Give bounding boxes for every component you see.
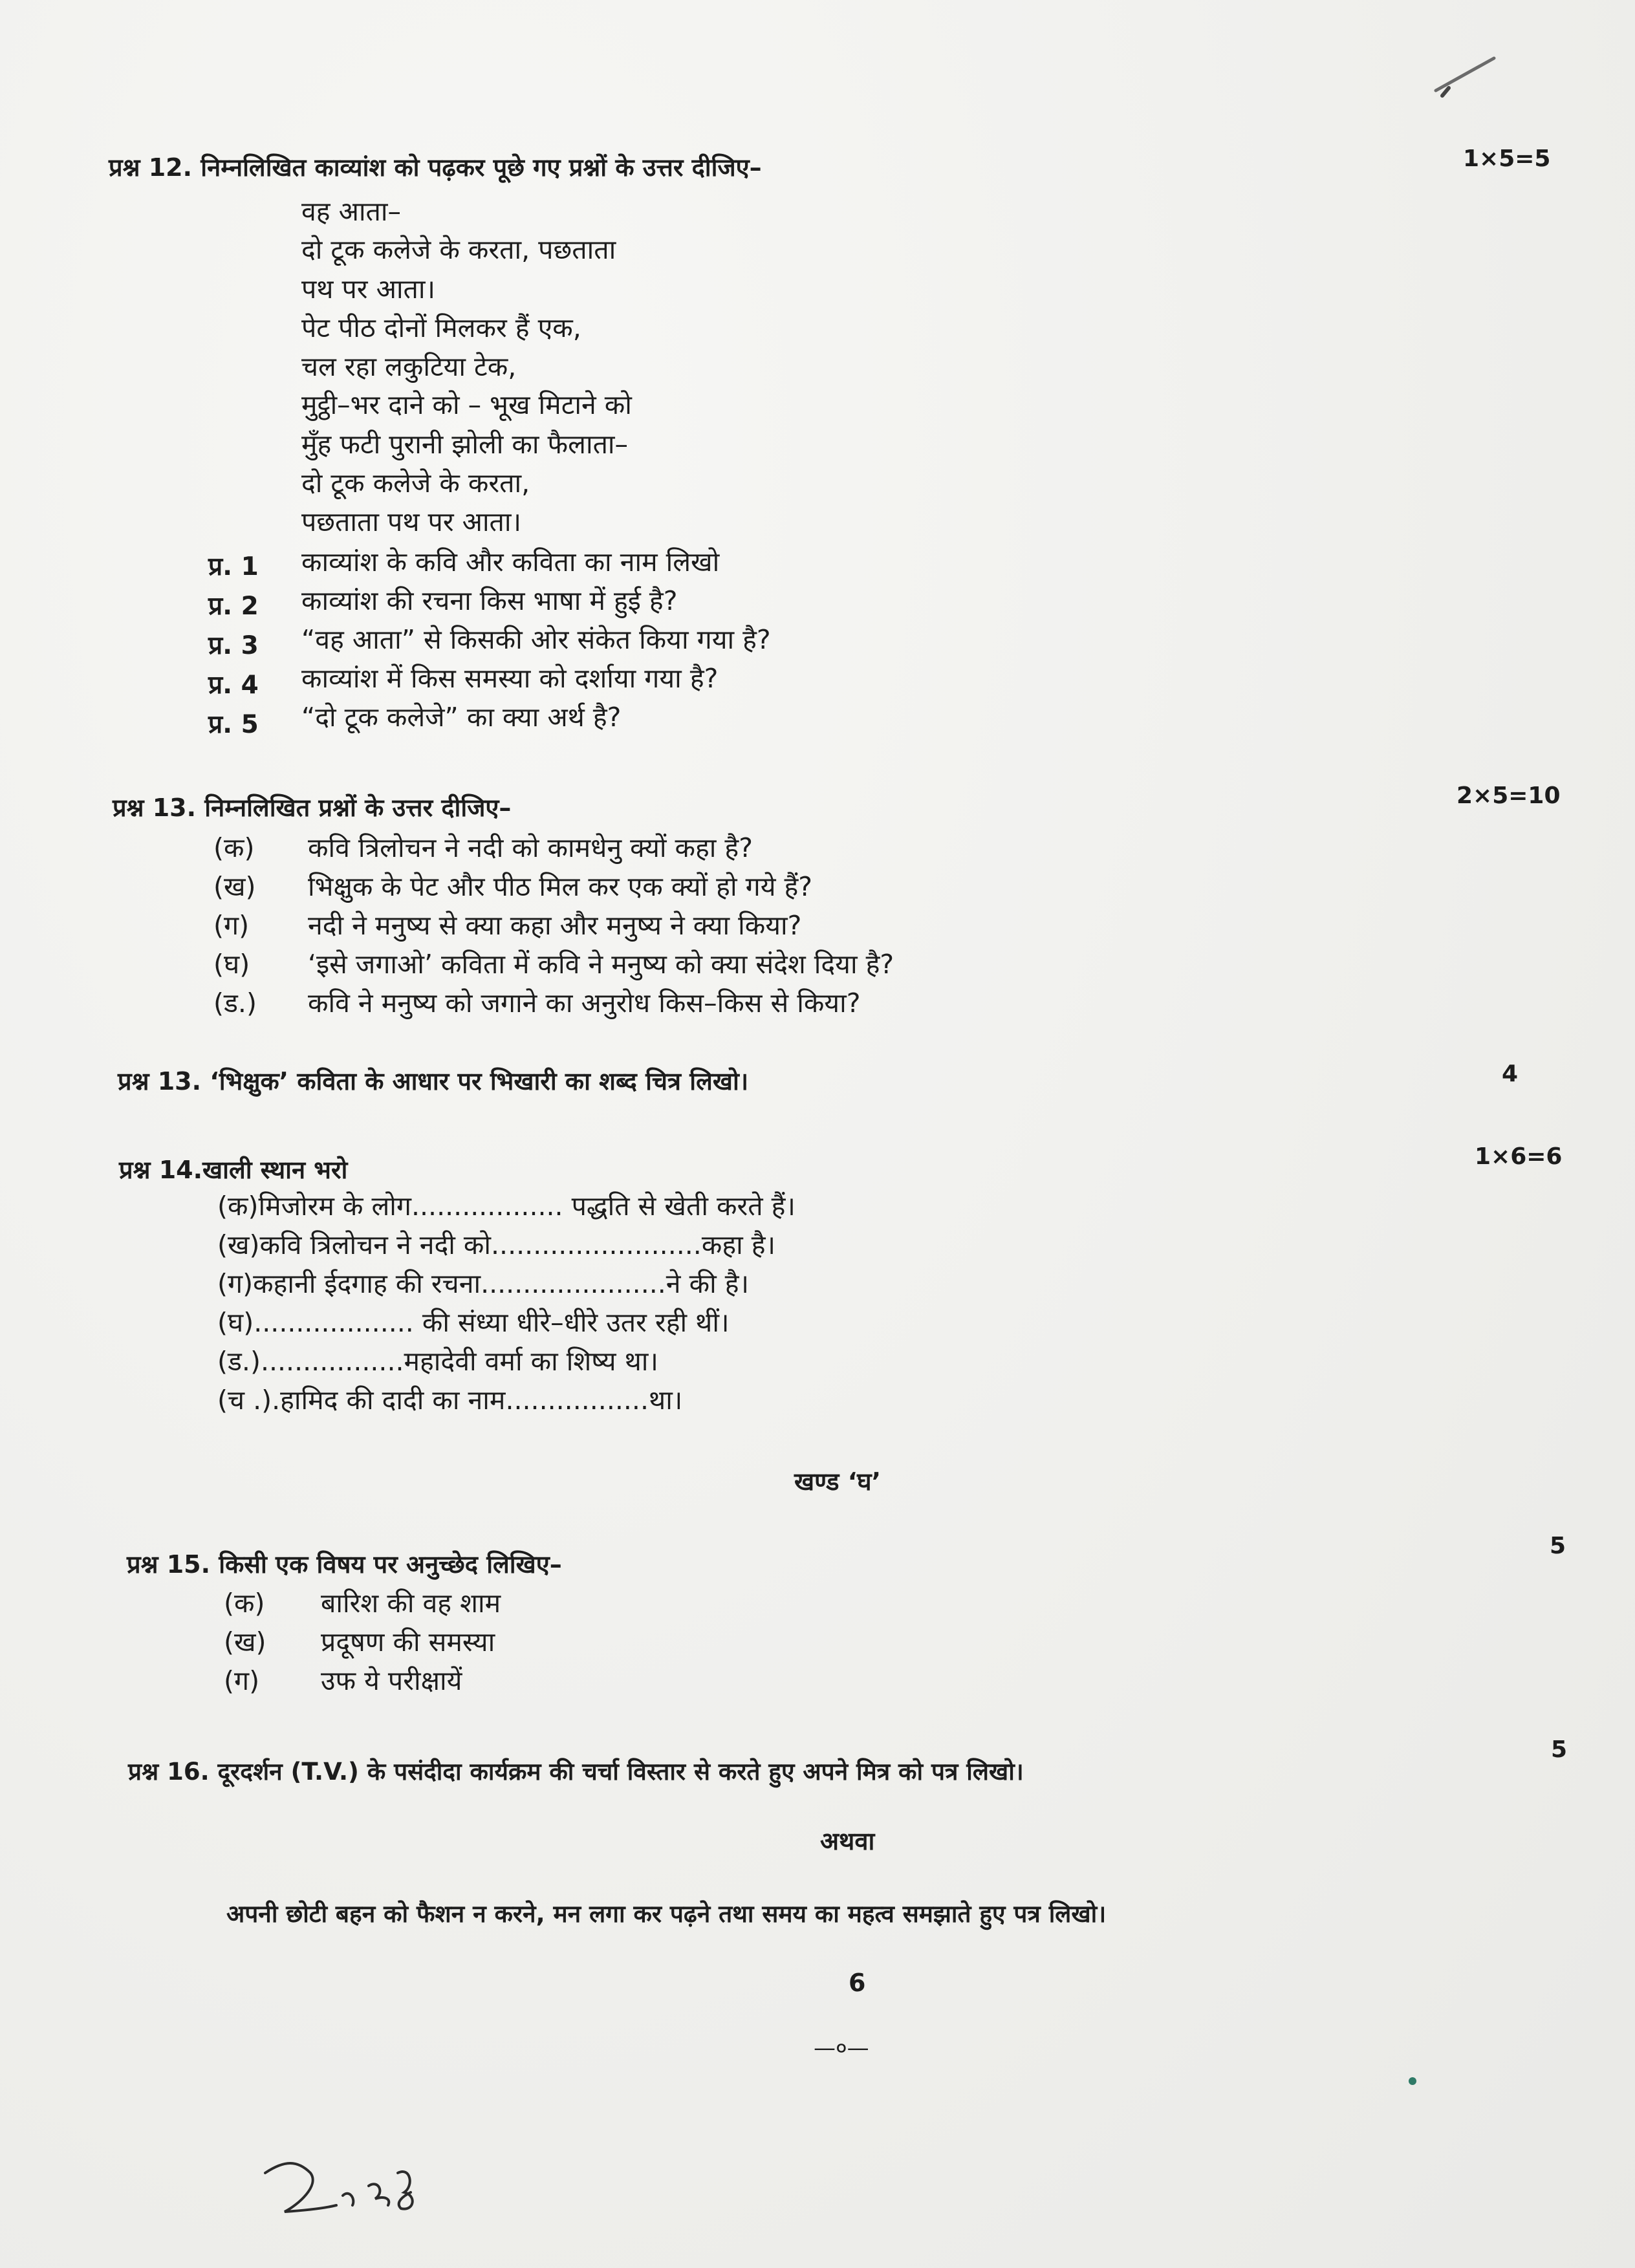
poem-line: पछताता पथ पर आता। <box>301 506 522 537</box>
q13-item-label: (ड.) <box>213 988 257 1019</box>
q13-heading: प्रश्न 13. निम्नलिखित प्रश्नों के उत्तर दीजिए– <box>113 794 512 822</box>
q13-marks: 2×5=10 <box>1456 783 1561 809</box>
poem-line: मुँह फटी पुरानी झोली का फैलाता– <box>301 429 629 460</box>
q16-heading: प्रश्न 16. दूरदर्शन (T.V.) के पसंदीदा कार्यक्रम की चर्चा विस्तार से करते हुए अपने मित्र को पत्र लिखो। <box>128 1758 1024 1786</box>
q12-sub-question: काव्यांश के कवि और कविता का नाम लिखो <box>301 546 720 578</box>
q12-sub-label: प्र. 2 <box>208 592 259 621</box>
handwritten-scribble <box>259 2134 466 2231</box>
poem-line: चल रहा लकुटिया टेक, <box>301 351 517 382</box>
fill-blank-item: (ख)कवि त्रिलोचन ने नदी को.........................कहा है। <box>217 1229 776 1260</box>
q13-item-text: कवि त्रिलोचन ने नदी को कामधेनु क्यों कहा है? <box>308 832 753 863</box>
or-label: अथवा <box>820 1827 875 1855</box>
corner-mark <box>1423 45 1507 103</box>
ink-dot <box>1409 2077 1416 2085</box>
q13b-marks: 4 <box>1502 1061 1519 1087</box>
page-number: 6 <box>849 1969 866 1997</box>
fill-blank-item: (घ)................... की संध्या धीरे–धीरे उतर रही थीं। <box>217 1307 730 1338</box>
q15-item-label: (क) <box>224 1588 265 1619</box>
q12-sub-question: काव्यांश की रचना किस भाषा में हुई है? <box>301 585 678 616</box>
poem-line: वह आता– <box>301 196 401 227</box>
q12-sub-question: “दो टूक कलेजे” का क्या अर्थ है? <box>301 702 622 733</box>
q13-item-text: नदी ने मनुष्य से क्या कहा और मनुष्य ने क्या किया? <box>308 910 802 941</box>
q13-item-text: ‘इसे जगाओ’ कविता में कवि ने मनुष्य को क्या संदेश दिया है? <box>308 949 894 980</box>
poem-line: पेट पीठ दोनों मिलकर हैं एक, <box>301 312 581 343</box>
q13-item-label: (ख) <box>213 871 256 902</box>
q12-sub-label: प्र. 3 <box>208 631 259 660</box>
q13-item-label: (ग) <box>213 910 250 941</box>
q16-marks: 5 <box>1551 1736 1568 1763</box>
poem-line: मुट्ठी–भर दाने को – भूख मिटाने को <box>301 389 632 420</box>
q15-item-text: प्रदूषण की समस्या <box>321 1626 495 1658</box>
q12-sub-label: प्र. 1 <box>208 552 259 581</box>
q12-sub-question: “वह आता” से किसकी ओर संकेत किया गया है? <box>301 624 771 655</box>
fill-blank-item: (क)मिजोरम के लोग.................. पद्धति से खेती करते हैं। <box>217 1191 796 1222</box>
q14-marks: 1×6=6 <box>1475 1143 1563 1170</box>
q15-heading: प्रश्न 15. किसी एक विषय पर अनुच्छेद लिखिए– <box>127 1550 562 1579</box>
poem-line: पथ पर आता। <box>301 274 436 305</box>
q15-item-text: उफ ये परीक्षायें <box>321 1665 462 1696</box>
poem-line: दो टूक कलेजे के करता, <box>301 468 530 499</box>
fill-blank-item: (ग)कहानी ईदगाह की रचना......................ने की है। <box>217 1268 750 1299</box>
q15-item-text: बारिश की वह शाम <box>321 1588 501 1619</box>
q13-item-text: कवि ने मनुष्य को जगाने का अनुरोध किस–किस से किया? <box>308 988 861 1019</box>
q12-heading: प्रश्न 12. निम्नलिखित काव्यांश को पढ़कर पूछे गए प्रश्नों के उत्तर दीजिए– <box>109 153 762 182</box>
q12-marks: 1×5=5 <box>1463 146 1551 172</box>
fill-blank-item: (च .).हामिद की दादी का नाम.................था। <box>217 1385 683 1416</box>
fill-blank-item: (ड.).................महादेवी वर्मा का शिष्य था। <box>217 1346 658 1377</box>
section-heading: खण्ड ‘घ’ <box>794 1467 882 1496</box>
q12-sub-label: प्र. 4 <box>208 671 259 700</box>
q13-item-text: भिक्षुक के पेट और पीठ मिल कर एक क्यों हो गये हैं? <box>308 871 813 902</box>
q15-marks: 5 <box>1550 1533 1566 1559</box>
q12-sub-label: प्र. 5 <box>208 710 259 739</box>
q13-item-label: (क) <box>213 832 255 863</box>
q13-item-label: (घ) <box>213 949 250 980</box>
q16-alternative: अपनी छोटी बहन को फैशन न करने, मन लगा कर पढ़ने तथा समय का महत्व समझाते हुए पत्र लिखो। <box>226 1900 1107 1928</box>
q15-item-label: (ख) <box>224 1626 266 1658</box>
end-mark: —०— <box>814 2035 869 2061</box>
q13b-heading: प्रश्न 13. ‘भिक्षुक’ कविता के आधार पर भिखारी का शब्द चित्र लिखो। <box>118 1067 749 1096</box>
q14-heading: प्रश्न 14.खाली स्थान भरो <box>119 1156 348 1184</box>
poem-line: दो टूक कलेजे के करता, पछताता <box>301 234 616 265</box>
q12-sub-question: काव्यांश में किस समस्या को दर्शाया गया है? <box>301 663 719 694</box>
q15-item-label: (ग) <box>224 1665 260 1696</box>
